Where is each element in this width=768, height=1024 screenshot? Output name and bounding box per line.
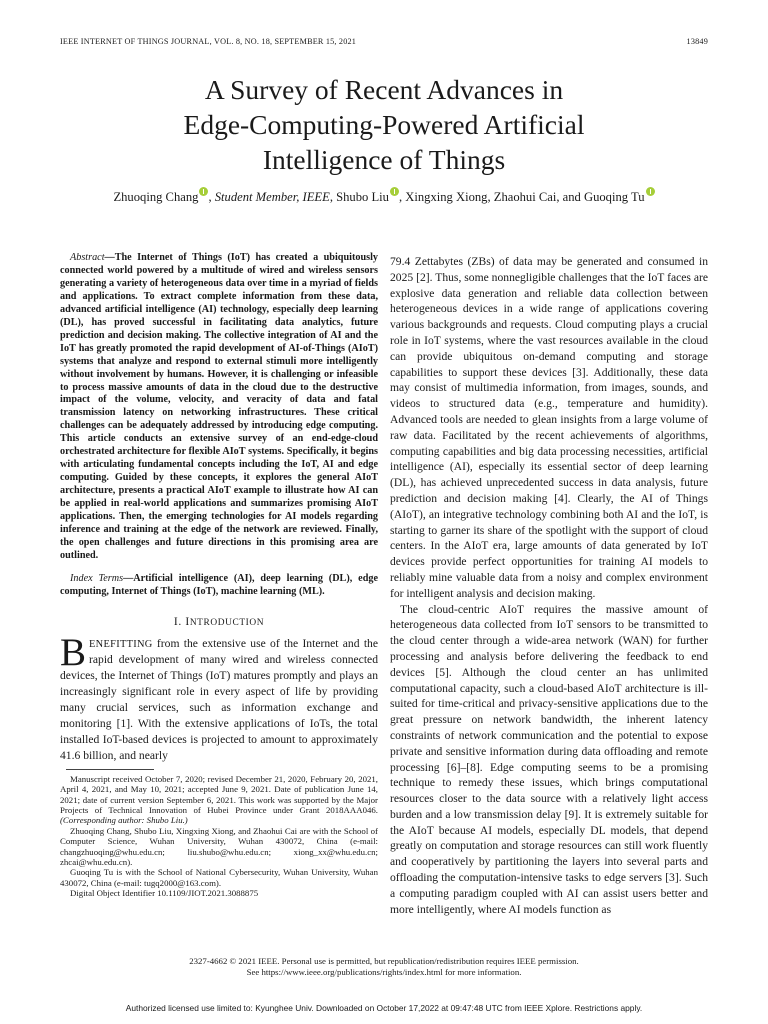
- intro-lead-caps: ENEFITTING: [89, 638, 153, 650]
- section-initial: I: [185, 614, 190, 628]
- footnote-received-text: Manuscript received October 7, 2020; revised December 21, 2020, February 20, 2021, April 4, 2021, and May 10, 2021; accepted June 9, 2021. Date of publication June 14, 2021; date of current version September 6, 2021. This work was supported by the Major Projects of Technical Innovation of Hubei Province under Grant 2018AAA046.: [60, 773, 378, 816]
- title-line: Edge-Computing-Powered Artificial: [183, 109, 585, 140]
- drop-cap: B: [60, 630, 87, 674]
- intro-text: from the extensive use of the Internet and the rapid development of many wired and wireless connected devices, the Internet of Things (IoT) matures promptly and plays an increasingly significant role in every aspect of life by providing many crucial services, such as information exchange and monitoring [1]. With the extensive applications of IoTs, the total installed IoT-based devices is projected to amount to approximately 41.6 billion, and nearly: [60, 636, 378, 762]
- abstract-text: —The Internet of Things (IoT) has created a ubiquitously connected world powered by a multitude of wired and wireless sensors generating a variety of heterogeneous data over time in a myriad of fields and applications. To extract complete information from these data, advanced artificial intelligence (AI) technology, especially deep learning (DL), has proved successful in facilitating data analytics, future prediction and decision making. The collective integration of AI and the IoT has greatly promoted the rapid development of AI-of-Things (AIoT) systems that analyze and respond to external stimuli more intelligently without involvement by humans. However, it is challenging or infeasible to process massive amounts of data in the cloud due to the destructive impact of the volume, velocity, and veracity of data and fatal transmission latency on networking infrastructures. These critical challenges can be adequately addressed by introducing edge computing. This article conducts an extensive survey of an end-edge-cloud orchestrated architecture for flexible AIoT systems. Specifically, it begins with articulating fundamental concepts including the IoT, AI and edge computing. Guided by these concepts, it explores the general AIoT architecture, presents a practical AIoT example to illustrate how AI can be applied in real-world applications and summarizes promising AIoT applications. Then, the emerging technologies for AI models regarding inference and training at the edge of the network are reviewed. Finally, the open challenges and future directions in this promising area are outlined.: [60, 252, 378, 561]
- author-names: Xingxing Xiong, Zhaohui Cai, and Guoqing Tu: [405, 190, 645, 204]
- left-column: [60, 252, 378, 899]
- section-heading: [60, 614, 378, 632]
- author-list: Zhuoqing Chang , Student Member, IEEE, Shubo Liu , Xingxing Xiong, Zhaohui Cai, and Guoqing Tu: [0, 187, 768, 205]
- index-terms: [60, 573, 378, 599]
- journal-citation: IEEE INTERNET OF THINGS JOURNAL, VOL. 8, NO. 18, SEPTEMBER 15, 2021: [60, 37, 357, 46]
- rights-link[interactable]: See https://www.ieee.org/publications/rights/index.html for more information.: [246, 967, 522, 977]
- paper-title: [0, 72, 768, 177]
- abstract-label: Abstract: [70, 252, 105, 263]
- footnote-received: [60, 774, 378, 826]
- title-line: A Survey of Recent Advances in: [204, 74, 564, 105]
- page-number: 13849: [686, 37, 708, 46]
- copyright-line: 2327-4662 © 2021 IEEE. Personal use is permitted, but republication/redistribution requires IEEE permission.: [189, 956, 579, 966]
- orcid-icon[interactable]: [646, 187, 655, 196]
- footnote-rule: [66, 769, 154, 770]
- index-terms-text: —Artificial intelligence (AI), deep learning (DL), edge computing, Internet of Things (IoT), machine learning (ML).: [60, 572, 378, 597]
- intro-paragraph: [60, 630, 378, 764]
- title-line: Intelligence of Things: [262, 144, 506, 175]
- body-paragraph: 79.4 Zettabytes (ZBs) of data may be generated and consumed in 2025 [2]. Thus, some nonnegligible challenges that the IoT faces are explosive data generation and reliable data collection between heterogeneous devices in a wide range of applications covering various backgrounds and requests. Cloud computing plays a crucial role in IoT systems, where the vast resources available in the cloud can provide ubiquitous on-demand computing and storage capabilities to support these devices [3]. Additionally, these data may consist of multimedia information, from images, sounds, and videos to structured data (e.g., temperature and humidity). Advanced tools are needed to glean insights from a large volume of raw data. Facilitated by the recent achievements of algorithms, computing capabilities and big data processing necessities, artificial intelligence (AI), especially its essential sector of deep learning (DL), has achieved unprecedented success in data analysis, future prediction and decision making [4]. Clearly, the AI of Things (AIoT), an integrative technology combining both AI and the IoT, is starting to garner its share of the spotlight with the support of cloud centers. In the AIoT era, large amounts of data generated by IoT devices provide perfect opportunities for training AI models to reliably mine valuable data from a noisy and complex environment for intelligent analysis and decision making.: [390, 255, 708, 600]
- author-name: Shubo Liu: [336, 190, 389, 204]
- right-column: [390, 254, 708, 917]
- author-name: Zhuoqing Chang: [113, 190, 199, 204]
- copyright-notice: [0, 956, 768, 978]
- orcid-icon[interactable]: [199, 187, 208, 196]
- footnote-affiliation: Guoqing Tu is with the School of National Cybersecurity, Wuhan University, Wuhan 430072, China (e-mail: tugq2000@163.com).: [60, 867, 378, 888]
- index-terms-label: Index Terms: [70, 572, 124, 584]
- section-title-rest: NTRODUCTION: [189, 617, 265, 628]
- license-notice: Authorized licensed use limited to: Kyunghee Univ. Downloaded on October 17,2022 at 09:47:48 UTC from IEEE Xplore. Restrictions apply.: [125, 1003, 643, 1013]
- running-head: [60, 37, 708, 46]
- section-numeral: I.: [173, 614, 186, 628]
- corresponding-author: (Corresponding author: Shubo Liu.): [60, 815, 188, 826]
- doi[interactable]: Digital Object Identifier 10.1109/JIOT.2021.3088875: [70, 888, 259, 899]
- abstract: [60, 252, 378, 563]
- author-membership: Student Member, IEEE: [214, 190, 330, 204]
- body-paragraph: The cloud-centric AIoT requires the massive amount of heterogeneous data collected from IoT sensors to be transmitted to the cloud center through a wide-area network (WAN) for further processing and analysis before delivering the feedback to end devices [5]. Although the cloud center an has unlimited computational capacity, such a cloud-based AIoT architecture is ill-suited for time-critical and privacy-sensitive applications due to the great pressure on network bandwidth, the inherent latency constraints of network communication and the potential to expose private and sensitive information during data offloading and remote processing [6]–[8]. Edge computing seems to be a promising technique to remedy these issues, which brings computational resources closer to the data source with a relatively light access burden and a low transmission delay [9]. It is extremely suitable for the AIoT because AI models, especially DL models, that depend greatly on computation and storage resources can still work fluently and cooperatively by partitioning the layers into several parts and offloading the computation-intensive tasks to edge servers [3]. Such a computing paradigm coupled with AI can assist users better and more intelligently, where AI models function as: [390, 602, 708, 916]
- footnote-affiliation: Zhuoqing Chang, Shubo Liu, Xingxing Xiong, and Zhaohui Cai are with the School of Computer Science, Wuhan University, Wuhan 430072, China (e-mail: changzhuoqing@whu.edu.cn; liu.shubo@whu.edu.cn; xiong_xx@whu.edu.cn; zhcai@whu.edu.cn).: [60, 825, 378, 868]
- orcid-icon[interactable]: [390, 187, 399, 196]
